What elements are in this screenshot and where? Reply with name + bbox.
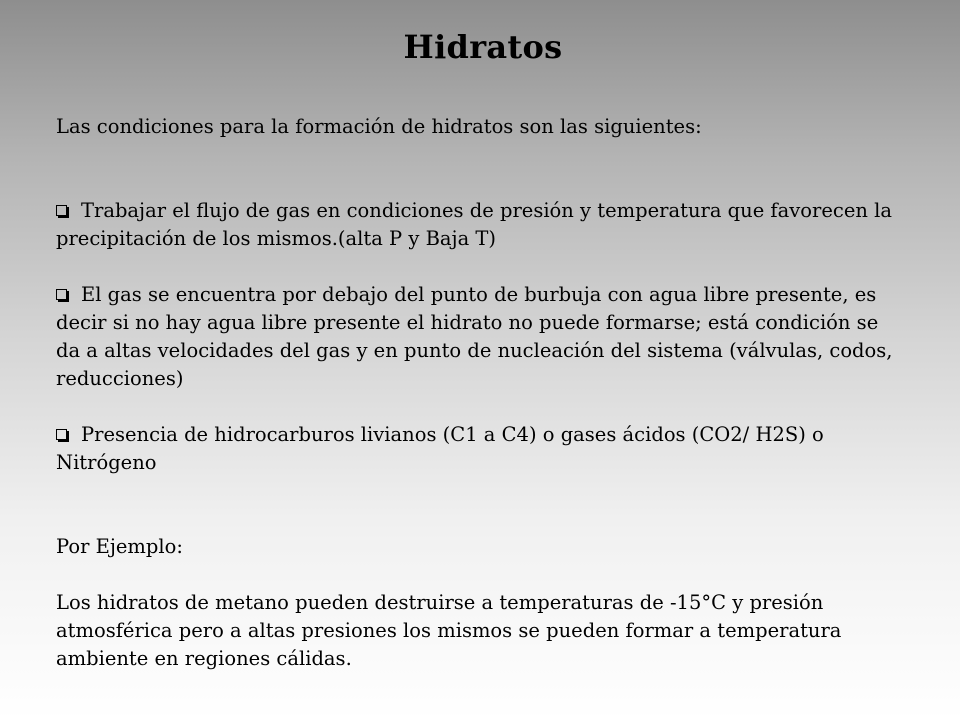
bullet-item [56,421,906,477]
hollow-square-bullet-icon [56,289,67,300]
bullet-text: Trabajar el flujo de gas en condiciones de presión y temperatura que favorecen la precipitación de los mismos.(alta P y Baja T) [56,199,892,250]
bullet-text: Presencia de hidrocarburos livianos (C1 a C4) o gases ácidos (CO2/ H2S) o Nitrógeno [56,423,824,474]
bullet-item [56,281,906,393]
bullet-text: El gas se encuentra por debajo del punto de burbuja con agua libre presente, es decir si no hay agua libre presente el hidrato no puede formarse; está condición se da a altas velocidades del gas y en punto de nucleación del sistema (válvulas, codos, reducciones) [56,283,893,390]
slide-title: Hidratos [403,28,563,66]
hollow-square-bullet-icon [56,429,67,440]
example-heading: Por Ejemplo: [56,535,183,558]
hollow-square-bullet-icon [56,205,67,216]
example-text: Los hidratos de metano pueden destruirse a temperaturas de -15°C y presión atmosférica pero a altas presiones los mismos se pueden formar a temperatura ambiente en regiones cálidas. [56,591,842,670]
slide-content [56,113,906,673]
intro-text: Las condiciones para la formación de hidratos son las siguientes: [56,115,702,138]
bullet-item [56,197,906,253]
